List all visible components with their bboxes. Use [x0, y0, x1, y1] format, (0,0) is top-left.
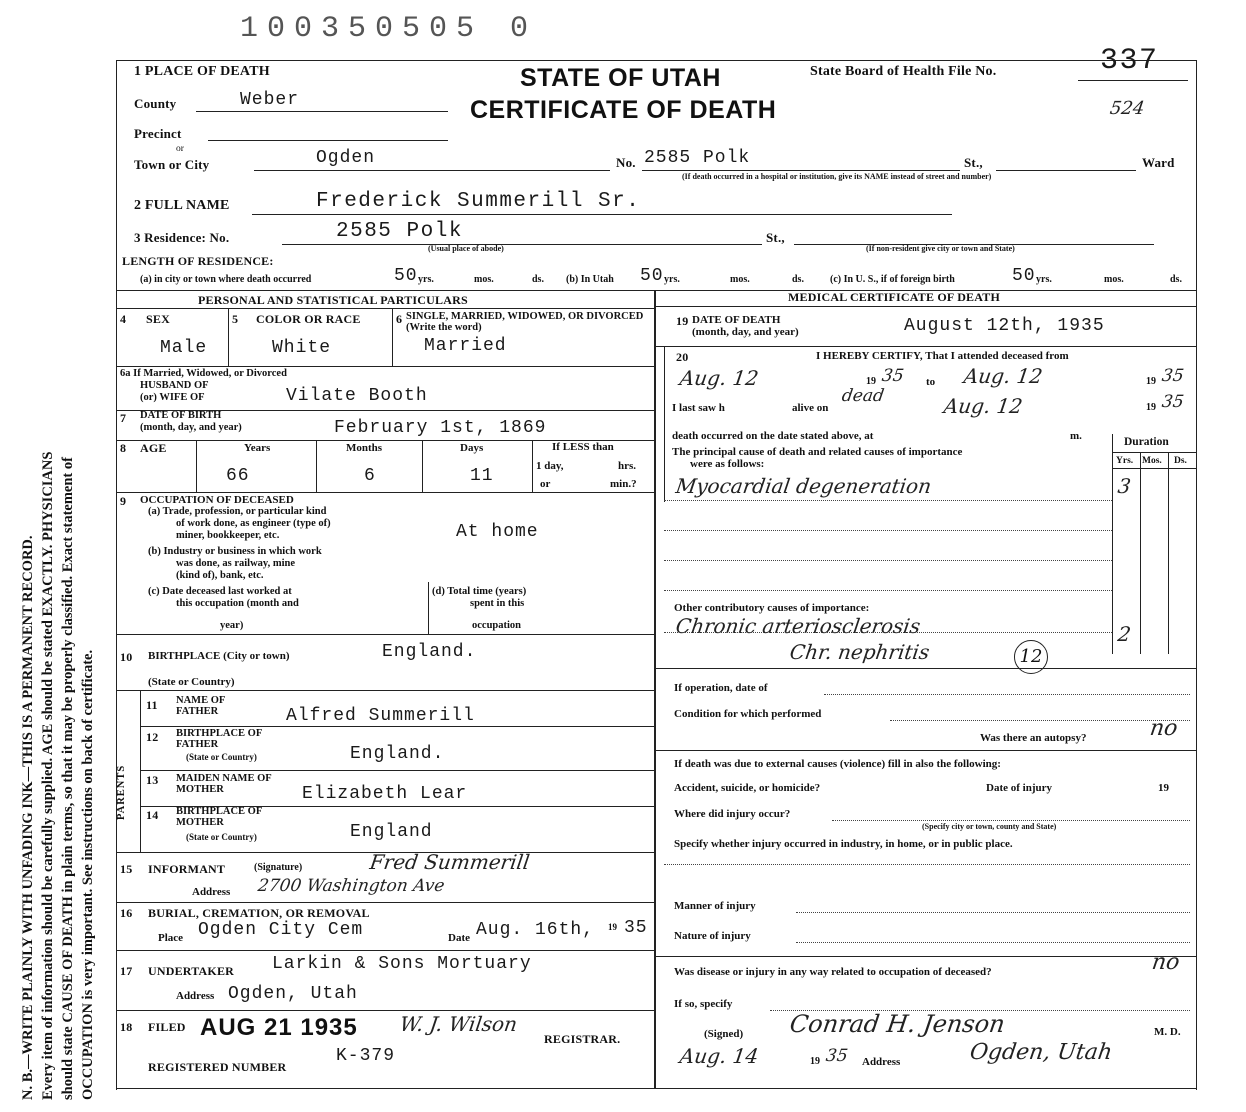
informant-signature: Fred Summerill — [368, 850, 532, 874]
circled-mark: 12 — [1014, 640, 1048, 674]
side-instructions: N. B.—WRITE PLAINLY WITH UNFADING INK—THIS IS A PERMANENT RECORD. Every item of information should be carefully supplied. AGE should be stated EXACTLY. PHYSICIANS should state CAUSE OF DEATH in plain terms, so that it may be properly classified. Exact statement of OCCUPATION is very important. See instructions on back of certificate. — [20, 451, 96, 1100]
operation-label: If operation, date of — [674, 682, 768, 694]
residence-st-label: St., — [766, 230, 785, 245]
usual-place-note: (Usual place of abode) — [428, 244, 504, 253]
sex-label: SEX — [146, 312, 170, 326]
principal-cause: Myocardial degeneration — [674, 474, 933, 498]
filed-stamp: AUG 21 1935 — [200, 1014, 358, 1041]
mother-bp-label: BIRTHPLACE OF MOTHER — [176, 806, 262, 828]
if-so-label: If so, specify — [674, 998, 733, 1010]
attended-from: Aug. 12 — [678, 366, 760, 390]
mother-bp-value: England — [350, 822, 433, 842]
age-days: 11 — [470, 466, 494, 486]
accident-label: Accident, suicide, or homicide? — [674, 782, 821, 794]
nature-label: Nature of injury — [674, 930, 751, 942]
frame-right — [1196, 60, 1197, 1090]
father-bp-label: BIRTHPLACE OF FATHER — [176, 728, 262, 750]
res-b-label: (b) In Utah — [566, 274, 614, 285]
birthplace-label: BIRTHPLACE (City or town) — [148, 650, 290, 662]
other-causes-label: Other contributory causes of importance: — [674, 602, 870, 614]
age-months: 6 — [364, 466, 376, 486]
where-injury-label: Where did injury occur? — [674, 808, 791, 820]
frame-top — [116, 60, 1196, 61]
informant-address: 2700 Washington Ave — [256, 876, 446, 896]
town-value: Ogden — [316, 148, 376, 168]
res-a-value: 50 — [394, 266, 418, 286]
occupation-label: OCCUPATION OF DECEASED — [140, 494, 294, 506]
mother-label: MAIDEN NAME OF MOTHER — [176, 773, 272, 795]
residence-value: 2585 Polk — [336, 220, 463, 243]
street-value: 2585 Polk — [644, 148, 751, 168]
dod-value: August 12th, 1935 — [904, 316, 1105, 336]
sex-value: Male — [160, 338, 208, 358]
serial-number: 100350505 0 — [240, 12, 538, 46]
full-name-label: 2 FULL NAME — [134, 198, 230, 213]
frame-left — [116, 60, 117, 1090]
other-cause-1: Chronic arteriosclerosis — [674, 614, 922, 638]
autopsy-label: Was there an autopsy? — [980, 732, 1087, 744]
frame-bottom — [116, 1088, 1196, 1089]
st-label: St., — [964, 155, 983, 170]
personal-header: PERSONAL AND STATISTICAL PARTICULARS — [198, 293, 468, 307]
nonresident-note: (If non-resident give city or town and State) — [866, 244, 1015, 253]
dob-value: February 1st, 1869 — [334, 418, 547, 438]
registrar-signature: W. J. Wilson — [398, 1012, 519, 1036]
hospital-note: (If death occurred in a hospital or institution, give its NAME instead of street and number) — [682, 172, 992, 181]
last-saw-text: I last saw h — [672, 402, 725, 414]
column-divider — [654, 290, 656, 1088]
physician-address: Ogden, Utah — [968, 1040, 1114, 1065]
marital-value: Married — [424, 336, 507, 356]
date-of-injury-label: Date of injury — [986, 782, 1052, 794]
signed-date: Aug. 14 — [678, 1044, 760, 1068]
mother-value: Elizabeth Lear — [302, 784, 468, 804]
dod-label: DATE OF DEATH — [692, 314, 781, 326]
attended-to: Aug. 12 — [962, 364, 1044, 388]
color-label: COLOR OR RACE — [256, 312, 361, 326]
document-title-line1: STATE OF UTAH — [520, 64, 721, 92]
spouse-value: Vilate Booth — [286, 386, 428, 406]
file-no: 337 — [1100, 44, 1159, 78]
occupation-value: At home — [456, 522, 539, 542]
other-cause-2: Chr. nephritis — [788, 640, 932, 664]
res-a-label: (a) in city or town where death occurred — [140, 274, 312, 285]
parents-label: PARENTS — [116, 764, 127, 820]
full-name-value: Frederick Summerill Sr. — [316, 190, 641, 213]
dob-label: DATE OF BIRTH — [140, 410, 222, 421]
undertaker-value: Larkin & Sons Mortuary — [272, 954, 532, 974]
res-c-value: 50 — [1012, 266, 1036, 286]
res-c-label: (c) In U. S., if of foreign birth — [830, 274, 955, 285]
registered-number: K-379 — [336, 1046, 396, 1066]
certify-text: I HEREBY CERTIFY, That I attended deceased from — [816, 350, 1069, 362]
registrar-label: REGISTRAR. — [544, 1032, 621, 1046]
duration-label: Duration — [1124, 436, 1169, 448]
county-value: Weber — [240, 90, 300, 110]
ward-label: Ward — [1142, 155, 1175, 170]
file-no-label: State Board of Health File No. — [810, 64, 997, 79]
res-b-value: 50 — [640, 266, 664, 286]
other-cause-1-years: 2 — [1116, 622, 1133, 646]
burial-label: BURIAL, CREMATION, OR REMOVAL — [148, 906, 370, 920]
or-label: or — [176, 144, 184, 154]
document-title-line2: CERTIFICATE OF DEATH — [470, 96, 777, 124]
undertaker-label: UNDERTAKER — [148, 964, 235, 978]
birthplace-value: England. — [382, 642, 477, 662]
principal-cause-years: 3 — [1116, 474, 1133, 498]
residence-label: 3 Residence: No. — [134, 230, 230, 245]
age-years: 66 — [226, 466, 250, 486]
father-bp-value: England. — [350, 744, 445, 764]
condition-label: Condition for which performed — [674, 708, 822, 720]
no-label: No. — [616, 155, 636, 170]
filed-label: FILED — [148, 1020, 186, 1034]
specify-injury-label: Specify whether injury occurred in industry, in home, or in public place. — [674, 838, 1013, 850]
place-of-death-label: 1 PLACE OF DEATH — [134, 64, 270, 79]
signed-label: (Signed) — [704, 1028, 744, 1040]
precinct-label: Precinct — [134, 126, 182, 141]
color-value: White — [272, 338, 332, 358]
length-residence-label: LENGTH OF RESIDENCE: — [122, 254, 274, 268]
autopsy-value: no — [1148, 716, 1180, 741]
county-label: County — [134, 96, 177, 111]
informant-label: INFORMANT — [148, 862, 226, 876]
father-label: NAME OF FATHER — [176, 695, 225, 717]
burial-date: Aug. 16th, — [476, 920, 595, 940]
external-causes-label: If death was due to external causes (violence) fill in also the following: — [674, 758, 1001, 770]
occupation-related-value: no — [1150, 950, 1182, 975]
undertaker-address: Ogden, Utah — [228, 984, 358, 1004]
town-label: Town or City — [134, 157, 210, 172]
occupation-related-label: Was disease or injury in any way related to occupation of deceased? — [674, 966, 992, 978]
age-label: AGE — [140, 441, 167, 455]
registered-number-label: REGISTERED NUMBER — [148, 1060, 287, 1074]
marital-label: SINGLE, MARRIED, WIDOWED, OR DIVORCED (Write the word) — [406, 311, 644, 333]
extra-number: 524 — [1108, 98, 1146, 119]
medical-header: MEDICAL CERTIFICATE OF DEATH — [788, 290, 1000, 304]
manner-label: Manner of injury — [674, 900, 756, 912]
physician-signature: Conrad H. Jenson — [788, 1010, 1007, 1038]
last-saw-date: Aug. 12 — [942, 394, 1024, 418]
burial-place: Ogden City Cem — [198, 920, 364, 940]
father-value: Alfred Summerill — [286, 706, 475, 726]
